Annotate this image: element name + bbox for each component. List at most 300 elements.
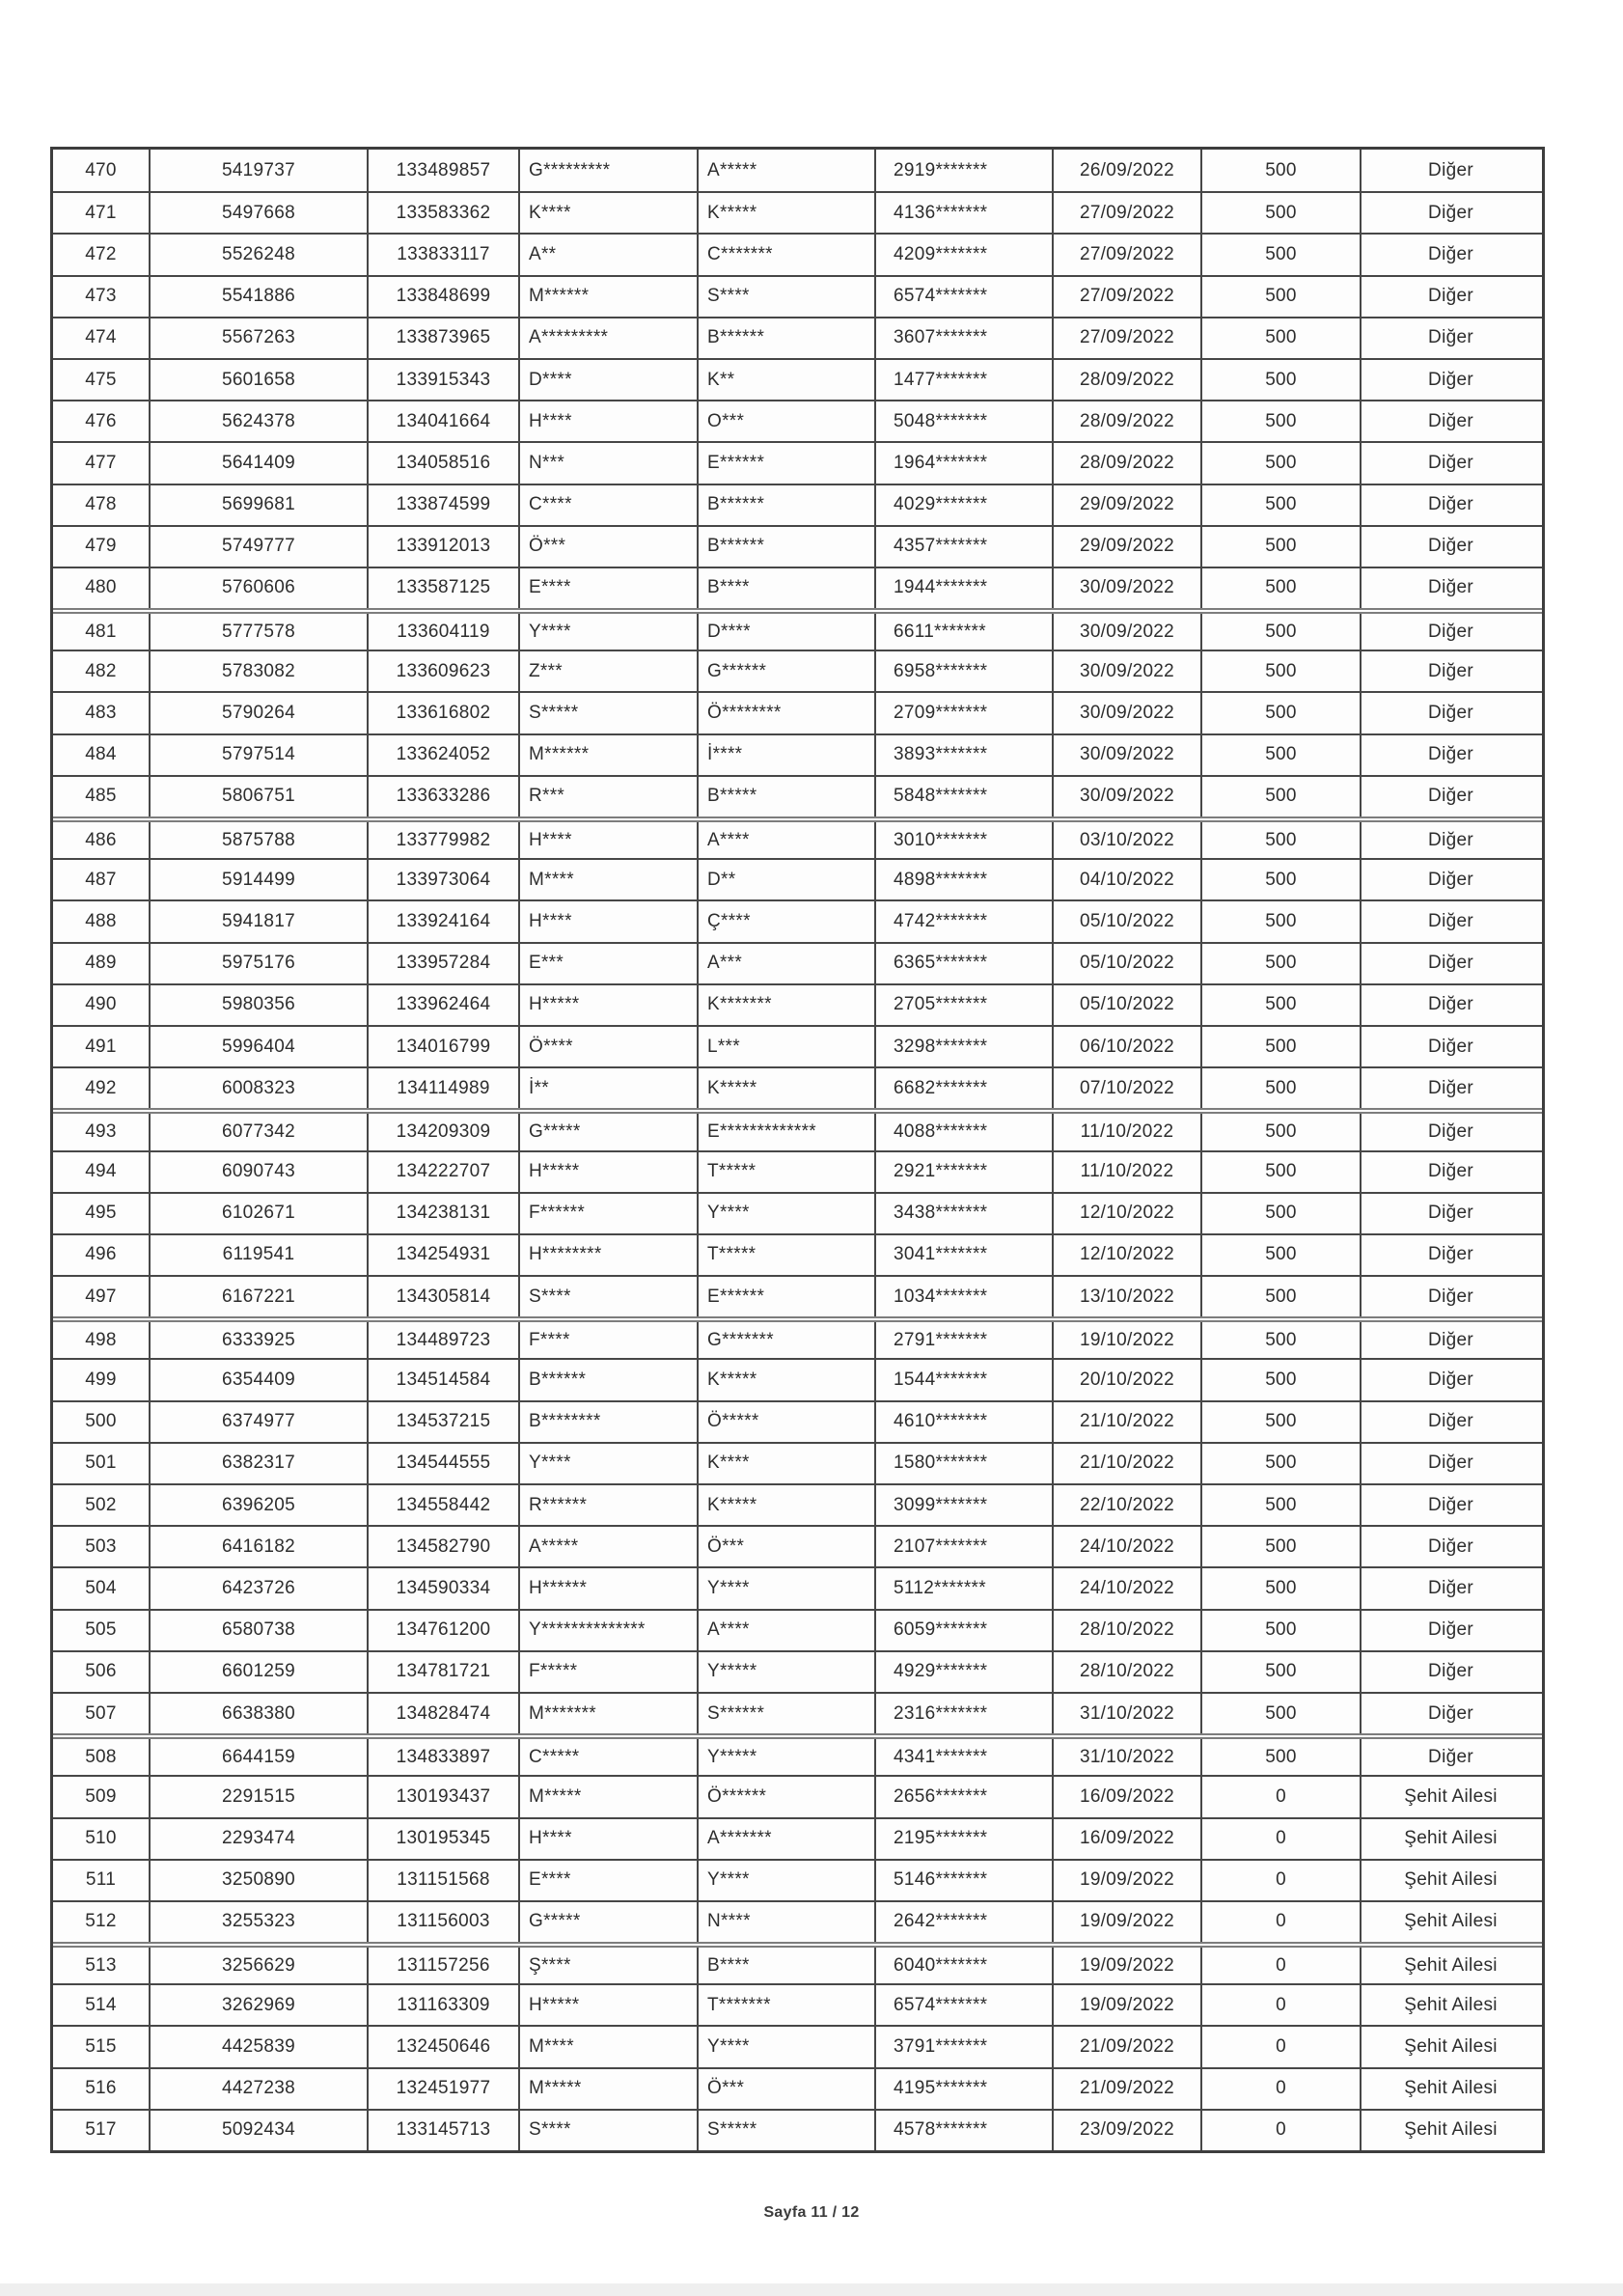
cell-id-number-1: 5980356 bbox=[149, 985, 367, 1025]
cell-amount: 500 bbox=[1200, 277, 1360, 317]
cell-surname-masked: T***** bbox=[697, 1235, 874, 1275]
cell-id-number-1: 6119541 bbox=[149, 1235, 367, 1275]
cell-amount: 0 bbox=[1200, 1902, 1360, 1942]
cell-phone-masked: 2656******* bbox=[874, 1777, 1052, 1816]
cell-phone-masked: 4209******* bbox=[874, 235, 1052, 274]
cell-id-number-2: 133962464 bbox=[367, 985, 518, 1025]
table-row bbox=[53, 1400, 1542, 1442]
cell-surname-masked: B****** bbox=[697, 485, 874, 525]
cell-row-number: 489 bbox=[85, 953, 117, 974]
cell-phone-masked: 6040******* bbox=[874, 1948, 1052, 1983]
cell-row-number: 488 bbox=[85, 910, 117, 931]
cell-amount: 0 bbox=[1200, 1819, 1360, 1859]
cell-name-masked: H***** bbox=[518, 1985, 697, 2025]
cell-id-number-1: 2291515 bbox=[149, 1777, 367, 1816]
cell-id-number-1: 5641409 bbox=[149, 443, 367, 483]
cell-id-number-2: 133874599 bbox=[367, 485, 518, 525]
cell-category: Şehit Ailesi bbox=[1360, 2111, 1540, 2150]
cell-name-masked: H******** bbox=[518, 1235, 697, 1275]
cell-phone-masked: 3099******* bbox=[874, 1485, 1052, 1525]
cell-phone-masked: 3041******* bbox=[874, 1235, 1052, 1275]
cell-id-number-2: 133587125 bbox=[367, 568, 518, 608]
cell-id-number-2: 134254931 bbox=[367, 1235, 518, 1275]
table-row bbox=[53, 899, 1542, 941]
table-row bbox=[53, 2067, 1542, 2109]
cell-date: 26/09/2022 bbox=[1052, 150, 1200, 191]
cell-id-number-1: 6077342 bbox=[149, 1114, 367, 1149]
cell-name-masked: C**** bbox=[518, 485, 697, 525]
cell-id-number-2: 130195345 bbox=[367, 1819, 518, 1859]
cell-name-masked: S***** bbox=[518, 693, 697, 733]
cell-id-number-2: 133848699 bbox=[367, 277, 518, 317]
cell-phone-masked: 2316******* bbox=[874, 1694, 1052, 1733]
cell-id-number-2: 133915343 bbox=[367, 360, 518, 400]
cell-date: 05/10/2022 bbox=[1052, 944, 1200, 983]
cell-phone-masked: 4341******* bbox=[874, 1739, 1052, 1775]
cell-amount: 500 bbox=[1200, 1611, 1360, 1650]
table-row bbox=[53, 1316, 1542, 1358]
cell-name-masked: G********* bbox=[518, 150, 697, 191]
cell-amount: 0 bbox=[1200, 2111, 1360, 2150]
cell-id-number-1: 3255323 bbox=[149, 1902, 367, 1942]
cell-name-masked: G***** bbox=[518, 1114, 697, 1149]
cell-id-number-1: 5699681 bbox=[149, 485, 367, 525]
cell-row-number: 508 bbox=[85, 1746, 117, 1767]
cell-phone-masked: 4742******* bbox=[874, 901, 1052, 941]
cell-date: 12/10/2022 bbox=[1052, 1194, 1200, 1233]
cell-category: Diğer bbox=[1360, 651, 1540, 691]
cell-row-number: 483 bbox=[85, 703, 117, 724]
cell-surname-masked: A**** bbox=[697, 1611, 874, 1650]
cell-row-number: 477 bbox=[85, 452, 117, 473]
table-row bbox=[53, 567, 1542, 608]
cell-amount: 500 bbox=[1200, 1235, 1360, 1275]
cell-category: Diğer bbox=[1360, 277, 1540, 317]
cell-id-number-2: 133604119 bbox=[367, 614, 518, 650]
cell-surname-masked: B**** bbox=[697, 1948, 874, 1983]
cell-name-masked: B****** bbox=[518, 1360, 697, 1399]
cell-row-number: 500 bbox=[85, 1411, 117, 1432]
cell-date: 07/10/2022 bbox=[1052, 1068, 1200, 1108]
cell-id-number-2: 134114989 bbox=[367, 1068, 518, 1108]
cell-id-number-1: 6167221 bbox=[149, 1277, 367, 1316]
cell-category: Diğer bbox=[1360, 235, 1540, 274]
cell-category: Diğer bbox=[1360, 485, 1540, 525]
cell-date: 30/09/2022 bbox=[1052, 651, 1200, 691]
cell-name-masked: Ö*** bbox=[518, 527, 697, 567]
cell-date: 21/09/2022 bbox=[1052, 2069, 1200, 2109]
table-row bbox=[53, 983, 1542, 1025]
cell-category: Şehit Ailesi bbox=[1360, 1777, 1540, 1816]
cell-surname-masked: B**** bbox=[697, 568, 874, 608]
cell-category: Diğer bbox=[1360, 1322, 1540, 1358]
cell-amount: 500 bbox=[1200, 1277, 1360, 1316]
cell-surname-masked: E****** bbox=[697, 1277, 874, 1316]
cell-id-number-2: 134041664 bbox=[367, 401, 518, 441]
cell-phone-masked: 5048******* bbox=[874, 401, 1052, 441]
cell-id-number-2: 133633286 bbox=[367, 777, 518, 816]
cell-date: 19/09/2022 bbox=[1052, 1948, 1200, 1983]
cell-category: Diğer bbox=[1360, 401, 1540, 441]
cell-row-number: 471 bbox=[85, 202, 117, 223]
cell-category: Diğer bbox=[1360, 568, 1540, 608]
cell-id-number-2: 134058516 bbox=[367, 443, 518, 483]
cell-amount: 500 bbox=[1200, 860, 1360, 899]
table-row bbox=[53, 275, 1542, 317]
cell-phone-masked: 2107******* bbox=[874, 1527, 1052, 1566]
cell-id-number-1: 5996404 bbox=[149, 1027, 367, 1066]
cell-row-number: 510 bbox=[85, 1828, 117, 1849]
cell-surname-masked: Y**** bbox=[697, 2027, 874, 2066]
cell-phone-masked: 6365******* bbox=[874, 944, 1052, 983]
cell-category: Şehit Ailesi bbox=[1360, 1902, 1540, 1942]
cell-row-number: 490 bbox=[85, 994, 117, 1015]
cell-name-masked: F****** bbox=[518, 1194, 697, 1233]
table-row bbox=[53, 1066, 1542, 1108]
cell-amount: 500 bbox=[1200, 901, 1360, 941]
cell-phone-masked: 6611******* bbox=[874, 614, 1052, 650]
cell-id-number-2: 134537215 bbox=[367, 1402, 518, 1442]
cell-surname-masked: A***** bbox=[697, 150, 874, 191]
cell-surname-masked: Y**** bbox=[697, 1568, 874, 1608]
cell-name-masked: H****** bbox=[518, 1568, 697, 1608]
cell-phone-masked: 4029******* bbox=[874, 485, 1052, 525]
table-row bbox=[53, 1525, 1542, 1566]
cell-category: Şehit Ailesi bbox=[1360, 1819, 1540, 1859]
cell-amount: 500 bbox=[1200, 1652, 1360, 1692]
cell-id-number-2: 134590334 bbox=[367, 1568, 518, 1608]
table-row bbox=[53, 1025, 1542, 1066]
cell-phone-masked: 4929******* bbox=[874, 1652, 1052, 1692]
cell-id-number-2: 130193437 bbox=[367, 1777, 518, 1816]
cell-surname-masked: E************* bbox=[697, 1114, 874, 1149]
cell-id-number-2: 131157256 bbox=[367, 1948, 518, 1983]
cell-id-number-1: 5092434 bbox=[149, 2111, 367, 2150]
cell-surname-masked: S***** bbox=[697, 2111, 874, 2150]
cell-phone-masked: 1944******* bbox=[874, 568, 1052, 608]
cell-category: Diğer bbox=[1360, 1027, 1540, 1066]
cell-category: Diğer bbox=[1360, 944, 1540, 983]
cell-phone-masked: 1477******* bbox=[874, 360, 1052, 400]
cell-amount: 500 bbox=[1200, 318, 1360, 358]
cell-date: 19/09/2022 bbox=[1052, 1985, 1200, 2025]
cell-surname-masked: A******* bbox=[697, 1819, 874, 1859]
table-row bbox=[53, 358, 1542, 400]
cell-surname-masked: G******* bbox=[697, 1322, 874, 1358]
table-row bbox=[53, 733, 1542, 775]
cell-date: 29/09/2022 bbox=[1052, 485, 1200, 525]
cell-date: 27/09/2022 bbox=[1052, 193, 1200, 233]
cell-category: Diğer bbox=[1360, 1360, 1540, 1399]
cell-surname-masked: Ö****** bbox=[697, 1777, 874, 1816]
cell-date: 11/10/2022 bbox=[1052, 1114, 1200, 1149]
cell-row-number: 482 bbox=[85, 660, 117, 681]
cell-name-masked: B******** bbox=[518, 1402, 697, 1442]
cell-category: Şehit Ailesi bbox=[1360, 2027, 1540, 2066]
cell-id-number-2: 133912013 bbox=[367, 527, 518, 567]
cell-id-number-2: 134828474 bbox=[367, 1694, 518, 1733]
cell-category: Diğer bbox=[1360, 1444, 1540, 1483]
cell-row-number: 498 bbox=[85, 1329, 117, 1350]
cell-surname-masked: K***** bbox=[697, 1485, 874, 1525]
cell-surname-masked: Y**** bbox=[697, 1194, 874, 1233]
table-row bbox=[53, 484, 1542, 525]
cell-phone-masked: 4136******* bbox=[874, 193, 1052, 233]
cell-surname-masked: K** bbox=[697, 360, 874, 400]
cell-row-number: 491 bbox=[85, 1036, 117, 1057]
table-row bbox=[53, 1108, 1542, 1149]
cell-phone-masked: 2919******* bbox=[874, 150, 1052, 191]
cell-row-number: 484 bbox=[85, 744, 117, 765]
cell-id-number-1: 5624378 bbox=[149, 401, 367, 441]
cell-category: Şehit Ailesi bbox=[1360, 2069, 1540, 2109]
cell-name-masked: A********* bbox=[518, 318, 697, 358]
cell-row-number: 492 bbox=[85, 1077, 117, 1098]
table-row bbox=[53, 775, 1542, 816]
cell-name-masked: M***** bbox=[518, 2069, 697, 2109]
cell-row-number: 502 bbox=[85, 1494, 117, 1515]
cell-name-masked: H**** bbox=[518, 901, 697, 941]
cell-category: Diğer bbox=[1360, 822, 1540, 858]
cell-category: Diğer bbox=[1360, 1485, 1540, 1525]
cell-name-masked: M***** bbox=[518, 1777, 697, 1816]
cell-phone-masked: 6574******* bbox=[874, 1985, 1052, 2025]
cell-category: Diğer bbox=[1360, 443, 1540, 483]
cell-amount: 500 bbox=[1200, 1114, 1360, 1149]
cell-id-number-2: 133957284 bbox=[367, 944, 518, 983]
cell-date: 30/09/2022 bbox=[1052, 614, 1200, 650]
cell-category: Diğer bbox=[1360, 1694, 1540, 1733]
cell-phone-masked: 4578******* bbox=[874, 2111, 1052, 2150]
cell-id-number-2: 133583362 bbox=[367, 193, 518, 233]
cell-date: 05/10/2022 bbox=[1052, 985, 1200, 1025]
cell-category: Diğer bbox=[1360, 527, 1540, 567]
cell-surname-masked: T******* bbox=[697, 1985, 874, 2025]
cell-date: 24/10/2022 bbox=[1052, 1527, 1200, 1566]
cell-id-number-1: 6102671 bbox=[149, 1194, 367, 1233]
cell-name-masked: M****** bbox=[518, 277, 697, 317]
cell-id-number-1: 6333925 bbox=[149, 1322, 367, 1358]
cell-amount: 500 bbox=[1200, 1527, 1360, 1566]
cell-surname-masked: K***** bbox=[697, 193, 874, 233]
cell-row-number: 497 bbox=[85, 1286, 117, 1307]
cell-amount: 0 bbox=[1200, 1948, 1360, 1983]
cell-id-number-2: 134582790 bbox=[367, 1527, 518, 1566]
cell-id-number-2: 131151568 bbox=[367, 1861, 518, 1900]
cell-surname-masked: B****** bbox=[697, 527, 874, 567]
cell-amount: 0 bbox=[1200, 2027, 1360, 2066]
cell-category: Diğer bbox=[1360, 614, 1540, 650]
cell-id-number-1: 5790264 bbox=[149, 693, 367, 733]
cell-row-number: 513 bbox=[85, 1954, 117, 1976]
cell-surname-masked: A**** bbox=[697, 822, 874, 858]
cell-date: 31/10/2022 bbox=[1052, 1694, 1200, 1733]
cell-phone-masked: 1034******* bbox=[874, 1277, 1052, 1316]
cell-row-number: 515 bbox=[85, 2036, 117, 2058]
cell-phone-masked: 2709******* bbox=[874, 693, 1052, 733]
cell-amount: 0 bbox=[1200, 1985, 1360, 2025]
cell-phone-masked: 4195******* bbox=[874, 2069, 1052, 2109]
cell-row-number: 517 bbox=[85, 2119, 117, 2141]
cell-name-masked: Y**** bbox=[518, 614, 697, 650]
cell-amount: 500 bbox=[1200, 985, 1360, 1025]
cell-amount: 500 bbox=[1200, 1444, 1360, 1483]
table-row bbox=[53, 191, 1542, 233]
table-row bbox=[53, 2025, 1542, 2066]
cell-category: Şehit Ailesi bbox=[1360, 1861, 1540, 1900]
cell-id-number-1: 5419737 bbox=[149, 150, 367, 191]
cell-surname-masked: G****** bbox=[697, 651, 874, 691]
cell-name-masked: Y**** bbox=[518, 1444, 697, 1483]
cell-phone-masked: 2195******* bbox=[874, 1819, 1052, 1859]
cell-surname-masked: K***** bbox=[697, 1068, 874, 1108]
cell-date: 16/09/2022 bbox=[1052, 1819, 1200, 1859]
cell-amount: 500 bbox=[1200, 485, 1360, 525]
cell-name-masked: Ö**** bbox=[518, 1027, 697, 1066]
cell-name-masked: R*** bbox=[518, 777, 697, 816]
cell-category: Şehit Ailesi bbox=[1360, 1985, 1540, 2025]
cell-category: Diğer bbox=[1360, 1068, 1540, 1108]
cell-id-number-2: 134514584 bbox=[367, 1360, 518, 1399]
cell-amount: 500 bbox=[1200, 1194, 1360, 1233]
cell-row-number: 505 bbox=[85, 1619, 117, 1641]
cell-phone-masked: 2642******* bbox=[874, 1902, 1052, 1942]
cell-name-masked: M**** bbox=[518, 2027, 697, 2066]
cell-phone-masked: 1964******* bbox=[874, 443, 1052, 483]
cell-phone-masked: 5848******* bbox=[874, 777, 1052, 816]
cell-name-masked: R****** bbox=[518, 1485, 697, 1525]
cell-name-masked: E**** bbox=[518, 1861, 697, 1900]
cell-category: Diğer bbox=[1360, 1114, 1540, 1149]
cell-row-number: 474 bbox=[85, 327, 117, 348]
cell-category: Diğer bbox=[1360, 193, 1540, 233]
cell-name-masked: A** bbox=[518, 235, 697, 274]
cell-name-masked: N*** bbox=[518, 443, 697, 483]
cell-date: 20/10/2022 bbox=[1052, 1360, 1200, 1399]
cell-amount: 500 bbox=[1200, 1360, 1360, 1399]
cell-amount: 500 bbox=[1200, 693, 1360, 733]
cell-amount: 500 bbox=[1200, 1568, 1360, 1608]
cell-id-number-2: 133624052 bbox=[367, 735, 518, 775]
cell-row-number: 478 bbox=[85, 494, 117, 515]
cell-name-masked: G***** bbox=[518, 1902, 697, 1942]
cell-id-number-1: 4427238 bbox=[149, 2069, 367, 2109]
cell-date: 30/09/2022 bbox=[1052, 777, 1200, 816]
cell-category: Diğer bbox=[1360, 360, 1540, 400]
cell-id-number-2: 134238131 bbox=[367, 1194, 518, 1233]
cell-id-number-1: 5601658 bbox=[149, 360, 367, 400]
cell-row-number: 486 bbox=[85, 829, 117, 850]
cell-date: 23/09/2022 bbox=[1052, 2111, 1200, 2150]
table-row bbox=[53, 816, 1542, 858]
cell-amount: 500 bbox=[1200, 193, 1360, 233]
cell-category: Diğer bbox=[1360, 150, 1540, 191]
cell-date: 06/10/2022 bbox=[1052, 1027, 1200, 1066]
page-bottom-edge bbox=[0, 2283, 1623, 2296]
cell-id-number-1: 5941817 bbox=[149, 901, 367, 941]
cell-id-number-2: 134558442 bbox=[367, 1485, 518, 1525]
records-table bbox=[50, 147, 1545, 2153]
cell-id-number-1: 5541886 bbox=[149, 277, 367, 317]
cell-id-number-2: 133609623 bbox=[367, 651, 518, 691]
cell-row-number: 475 bbox=[85, 369, 117, 390]
cell-id-number-1: 5797514 bbox=[149, 735, 367, 775]
cell-row-number: 487 bbox=[85, 869, 117, 890]
cell-id-number-1: 6354409 bbox=[149, 1360, 367, 1399]
cell-id-number-2: 132450646 bbox=[367, 2027, 518, 2066]
cell-name-masked: M**** bbox=[518, 860, 697, 899]
cell-id-number-1: 5526248 bbox=[149, 235, 367, 274]
cell-row-number: 511 bbox=[85, 1869, 117, 1891]
cell-category: Diğer bbox=[1360, 1277, 1540, 1316]
cell-row-number: 472 bbox=[85, 243, 117, 264]
cell-surname-masked: A*** bbox=[697, 944, 874, 983]
cell-date: 21/09/2022 bbox=[1052, 2027, 1200, 2066]
cell-category: Diğer bbox=[1360, 901, 1540, 941]
cell-name-masked: C***** bbox=[518, 1739, 697, 1775]
cell-id-number-1: 5777578 bbox=[149, 614, 367, 650]
cell-id-number-2: 133489857 bbox=[367, 150, 518, 191]
cell-phone-masked: 4898******* bbox=[874, 860, 1052, 899]
cell-date: 19/09/2022 bbox=[1052, 1861, 1200, 1900]
cell-surname-masked: K**** bbox=[697, 1444, 874, 1483]
cell-row-number: 514 bbox=[85, 1994, 117, 2015]
cell-category: Diğer bbox=[1360, 1235, 1540, 1275]
cell-id-number-1: 6416182 bbox=[149, 1527, 367, 1566]
cell-category: Diğer bbox=[1360, 1611, 1540, 1650]
cell-amount: 500 bbox=[1200, 1068, 1360, 1108]
table-row bbox=[53, 1150, 1542, 1192]
cell-phone-masked: 2705******* bbox=[874, 985, 1052, 1025]
cell-phone-masked: 3607******* bbox=[874, 318, 1052, 358]
cell-phone-masked: 6059******* bbox=[874, 1611, 1052, 1650]
cell-surname-masked: Ö******** bbox=[697, 693, 874, 733]
cell-surname-masked: Ö*** bbox=[697, 1527, 874, 1566]
cell-phone-masked: 5146******* bbox=[874, 1861, 1052, 1900]
cell-date: 05/10/2022 bbox=[1052, 901, 1200, 941]
cell-amount: 500 bbox=[1200, 443, 1360, 483]
cell-row-number: 503 bbox=[85, 1535, 117, 1557]
cell-amount: 500 bbox=[1200, 360, 1360, 400]
cell-phone-masked: 4357******* bbox=[874, 527, 1052, 567]
cell-date: 24/10/2022 bbox=[1052, 1568, 1200, 1608]
cell-id-number-1: 4425839 bbox=[149, 2027, 367, 2066]
cell-id-number-2: 133924164 bbox=[367, 901, 518, 941]
cell-date: 13/10/2022 bbox=[1052, 1277, 1200, 1316]
cell-name-masked: E**** bbox=[518, 568, 697, 608]
cell-amount: 0 bbox=[1200, 1777, 1360, 1816]
cell-row-number: 507 bbox=[85, 1702, 117, 1724]
cell-row-number: 495 bbox=[85, 1203, 117, 1224]
cell-surname-masked: T***** bbox=[697, 1152, 874, 1192]
cell-id-number-1: 3256629 bbox=[149, 1948, 367, 1983]
table-row bbox=[53, 1275, 1542, 1316]
cell-id-number-2: 134209309 bbox=[367, 1114, 518, 1149]
cell-category: Diğer bbox=[1360, 693, 1540, 733]
cell-date: 11/10/2022 bbox=[1052, 1152, 1200, 1192]
cell-row-number: 493 bbox=[85, 1120, 117, 1142]
cell-amount: 500 bbox=[1200, 735, 1360, 775]
cell-phone-masked: 1580******* bbox=[874, 1444, 1052, 1483]
cell-id-number-1: 3250890 bbox=[149, 1861, 367, 1900]
cell-id-number-1: 6008323 bbox=[149, 1068, 367, 1108]
cell-phone-masked: 6574******* bbox=[874, 277, 1052, 317]
cell-surname-masked: Y**** bbox=[697, 1861, 874, 1900]
cell-phone-masked: 3298******* bbox=[874, 1027, 1052, 1066]
table-row bbox=[53, 1692, 1542, 1733]
table-row bbox=[53, 2109, 1542, 2150]
cell-surname-masked: Ö*** bbox=[697, 2069, 874, 2109]
